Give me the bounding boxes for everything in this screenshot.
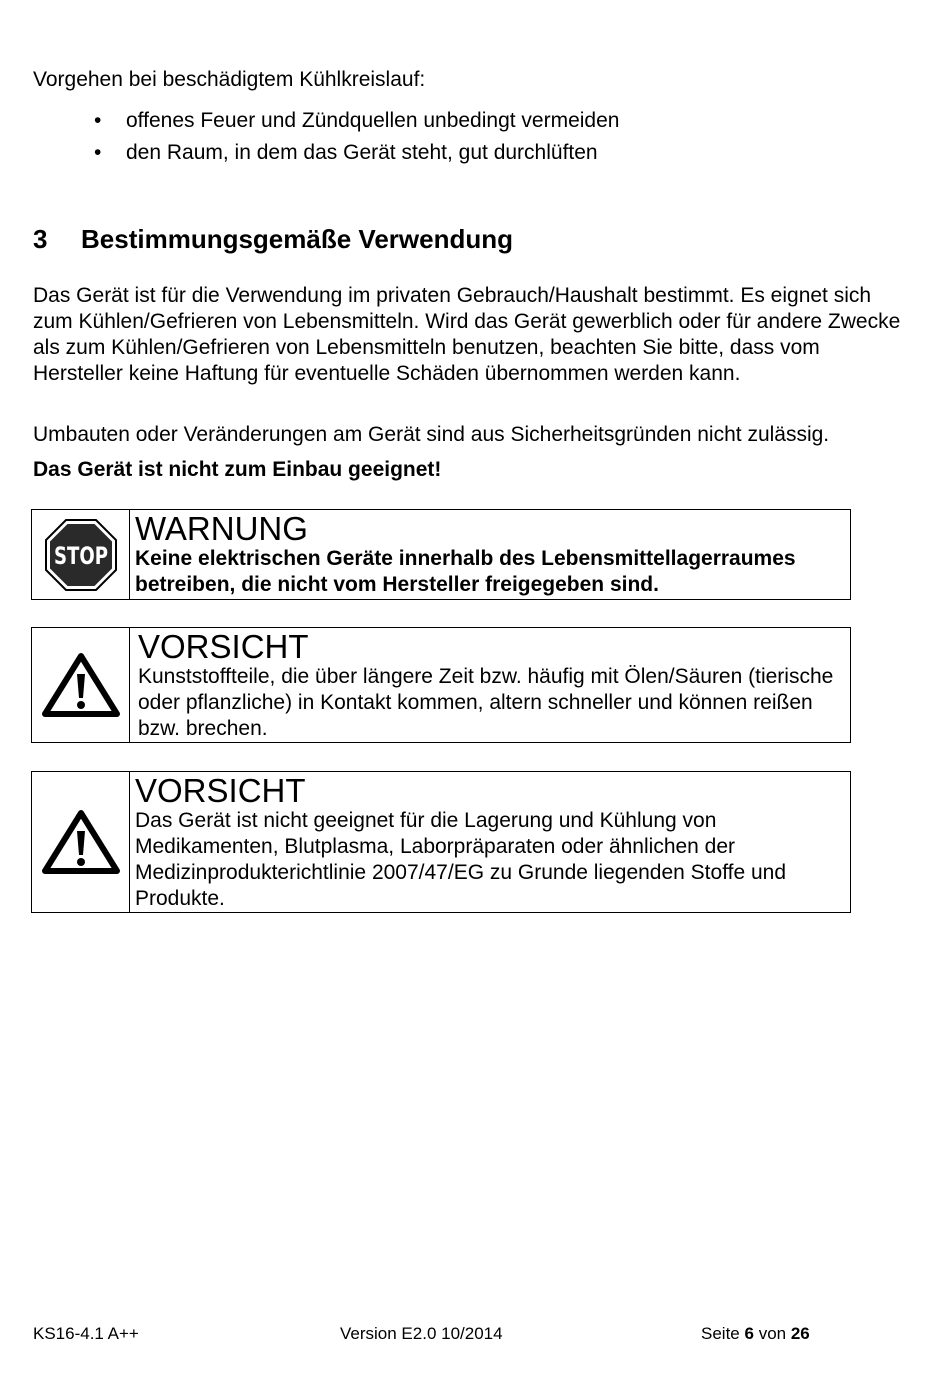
paragraph-usage: Das Gerät ist für die Verwendung im privaten Gebrauch/Haushalt bestimmt. Es eignet sich zum Kühlen/Gefrieren von Lebensmitteln. Wird das Gerät gewerblich oder für andere Zwecke als zum Kühlen/Gefrieren von Lebensmitteln benutzen, beachten Sie bitte, dass vom Hersteller keine Haftung für eventuelle Schäden übernommen werden kann.	[33, 284, 901, 385]
footer-version: Version E2.0 10/2014	[340, 1324, 503, 1343]
notice-title: VORSICHT	[135, 772, 306, 809]
notice-body: Kunststoffteile, die über längere Zeit bzw. häufig mit Ölen/Säuren (tierische oder pflanzliche) in Kontakt kommen, altern schneller und können reißen bzw. brechen.	[138, 665, 834, 740]
paragraph-modifications: Umbauten oder Veränderungen am Gerät sind aus Sicherheitsgründen nicht zulässig.	[33, 423, 830, 446]
notice-title: VORSICHT	[138, 628, 309, 665]
notice-text	[130, 510, 850, 599]
intro-text: Vorgehen bei beschädigtem Kühlkreislauf:	[33, 68, 426, 91]
list-item: • den Raum, in dem das Gerät steht, gut durchlüften	[0, 137, 619, 169]
footer-model: KS16-4.1 A++	[33, 1324, 139, 1343]
section-number: 3	[33, 224, 48, 254]
footer-page-number: Seite 6 von 26	[701, 1324, 810, 1343]
stop-sign-icon	[44, 518, 118, 592]
bullet-list	[0, 105, 619, 169]
section-heading	[33, 222, 513, 256]
notice-text	[130, 772, 850, 912]
icon-cell	[32, 628, 130, 742]
caution-notice	[31, 627, 851, 743]
notice-title: WARNUNG	[135, 510, 308, 547]
warning-triangle-icon	[41, 652, 121, 718]
notice-text	[130, 628, 850, 742]
bullet-icon: •	[94, 141, 102, 164]
warning-notice	[31, 509, 851, 600]
icon-cell	[32, 510, 130, 599]
notice-body: Keine elektrischen Geräte innerhalb des Lebensmittellagerraumes betreiben, die nicht vom Hersteller freigegeben sind.	[135, 547, 796, 596]
icon-cell	[32, 772, 130, 912]
caution-notice	[31, 771, 851, 913]
list-item: • offenes Feuer und Zündquellen unbedingt vermeiden	[0, 105, 619, 137]
page-total: 26	[790, 1324, 810, 1343]
warning-triangle-icon	[41, 809, 121, 875]
notice-body: Das Gerät ist nicht geeignet für die Lagerung und Kühlung von Medikamenten, Blutplasma, Laborpräparaten oder ähnlichen der Medizinprodukterichtlinie 2007/47/EG zu Grunde liegenden Stoffe und Produkte.	[135, 809, 787, 910]
paragraph-no-builtin: Das Gerät ist nicht zum Einbau geeignet!	[33, 458, 442, 481]
page-current: 6	[744, 1324, 754, 1343]
section-title: Bestimmungsgemäße Verwendung	[81, 224, 513, 254]
bullet-icon: •	[94, 109, 102, 132]
stop-sign-label: STOP	[53, 541, 108, 570]
